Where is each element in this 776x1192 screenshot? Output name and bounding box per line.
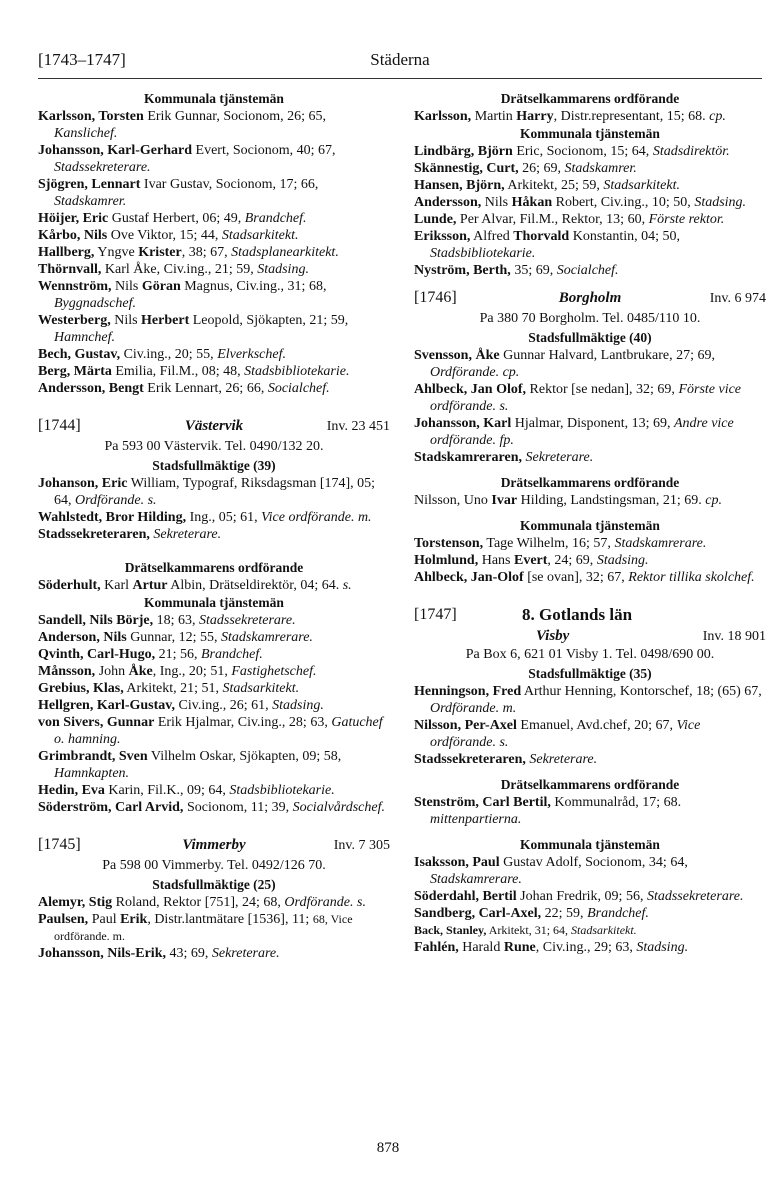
entry-title: Stadskamrer. bbox=[54, 194, 127, 209]
entry-name: Eriksson, bbox=[414, 229, 471, 244]
entry-text: Erik Lennart, 26; 66, bbox=[143, 381, 268, 396]
entry bbox=[414, 683, 766, 717]
entry-title: Vice ordförande. s. bbox=[430, 718, 701, 750]
entry-text: Erik Hjalmar, Civ.ing., 28; 63, bbox=[154, 715, 332, 730]
entry-text: 26; 69, bbox=[518, 161, 565, 176]
entry-name: Johansson, Nils-Erik, bbox=[38, 946, 166, 961]
entry-text: Arkitekt, 21; 51, bbox=[123, 681, 223, 696]
entry-title: Stadsing. bbox=[257, 262, 309, 277]
entry-title: Stadskamrer. bbox=[564, 161, 637, 176]
entry-text: Evert, Socionom, 40; 67, bbox=[192, 143, 336, 158]
entry-title: Elverkschef. bbox=[217, 347, 286, 362]
entry-text: Per Alvar, Fil.M., Rektor, 13; 60, bbox=[456, 212, 649, 227]
entry-title: Stadsing. bbox=[596, 553, 649, 568]
entry-text: Arkitekt, 31; 64, bbox=[486, 923, 572, 937]
entry-title: Stadssekreterare. bbox=[646, 889, 744, 904]
entry bbox=[414, 492, 766, 509]
entry-text: 43; 69, bbox=[165, 946, 212, 961]
entry-text: Ove Viktor, 15; 44, bbox=[107, 228, 222, 243]
entry-text: , Civ.ing., 29; 63, bbox=[535, 940, 637, 955]
entry bbox=[38, 261, 390, 278]
entry-name: Skännestig, Curt, bbox=[414, 161, 519, 176]
entry-name: Kårbo, Nils bbox=[38, 228, 108, 243]
entry bbox=[414, 228, 766, 262]
entry-title: Stadsdirektör. bbox=[652, 144, 730, 159]
entry bbox=[414, 905, 766, 922]
entry-text: , Ing., 20; 51, bbox=[152, 664, 232, 679]
entry bbox=[38, 380, 390, 397]
section-heading: Stadsfullmäktige (40) bbox=[528, 330, 652, 345]
entry bbox=[38, 475, 390, 509]
entry-title: Ordförande. s. bbox=[75, 493, 157, 508]
county-name: 8. Gotlands län bbox=[522, 605, 633, 624]
entry-list bbox=[414, 683, 766, 768]
entry bbox=[38, 911, 390, 945]
county-header bbox=[414, 606, 766, 628]
entry-title: Stadskamrerare. bbox=[614, 536, 707, 551]
town-name: Vimmerby bbox=[182, 837, 246, 853]
entry-list bbox=[38, 612, 390, 816]
entry bbox=[38, 176, 390, 210]
entry bbox=[38, 894, 390, 911]
entry-name: Stadssekreteraren, bbox=[414, 752, 526, 767]
entry-name-part: Erik bbox=[120, 912, 148, 927]
section-heading: Kommunala tjänstemän bbox=[144, 91, 284, 106]
entry-name: Sjögren, Lennart bbox=[38, 177, 141, 192]
entry bbox=[38, 945, 390, 962]
entry bbox=[38, 312, 390, 346]
entry-text: 35; 69, bbox=[510, 263, 557, 278]
entry bbox=[38, 526, 390, 543]
entry bbox=[414, 552, 766, 569]
town-address: Pa 598 00 Vimmerby. Tel. 0492/126 70. bbox=[102, 858, 326, 873]
entry-name: Paulsen, bbox=[38, 912, 89, 927]
entry-name: Bech, Gustav, bbox=[38, 347, 121, 362]
entry-title: Andre vice ordförande. fp. bbox=[430, 416, 734, 448]
entry-text: Gustav Adolf, Socionom, 34; 64, bbox=[499, 855, 688, 870]
town-address: Pa Box 6, 621 01 Visby 1. Tel. 0498/690 00. bbox=[465, 647, 715, 662]
town-population: Inv. 18 901 bbox=[702, 629, 766, 644]
entry-name: Lunde, bbox=[414, 212, 457, 227]
town-header bbox=[414, 289, 766, 310]
entry-text: 22; 59, bbox=[541, 906, 588, 921]
entry-text: Gustaf Herbert, 06; 49, bbox=[108, 211, 245, 226]
entry-name-part: Herbert bbox=[141, 313, 190, 328]
entry-text: , 24; 69, bbox=[547, 553, 597, 568]
entry-name: Qvinth, Carl-Hugo, bbox=[38, 647, 156, 662]
entry-name: Henningson, Fred bbox=[414, 684, 522, 699]
entry-title: Socialchef. bbox=[556, 263, 619, 278]
section-heading: Drätselkammarens ordförande bbox=[500, 777, 680, 792]
entry bbox=[414, 717, 766, 751]
section-heading: Kommunala tjänstemän bbox=[520, 837, 660, 852]
page-range: [1743–1747] bbox=[38, 50, 126, 69]
entry-text: Robert, Civ.ing., 10; 50, bbox=[552, 195, 695, 210]
town-number: [1746] bbox=[414, 289, 457, 306]
entry-text: Konstantin, 04; 50, bbox=[569, 229, 681, 244]
entry-text: Hilding, Landstingsman, 21; 69. bbox=[517, 493, 706, 508]
entry-title: Socialvårdschef. bbox=[292, 800, 385, 815]
entry-name: Back, Stanley, bbox=[414, 923, 487, 937]
entry-text: Civ.ing., 20; 55, bbox=[120, 347, 218, 362]
entry-name: Ahlbeck, Jan Olof, bbox=[414, 382, 527, 397]
entry-title: Stadsbibliotekarie. bbox=[229, 783, 335, 798]
town-header bbox=[414, 628, 766, 646]
entry bbox=[38, 577, 390, 594]
entry-text: Yngve bbox=[94, 245, 139, 260]
entry-list bbox=[414, 492, 766, 509]
entry-text: Arthur Henning, Kontorschef, 18; (65) 67, bbox=[521, 684, 762, 699]
entry-title: Hamnchef. bbox=[54, 330, 116, 345]
entry-title: Sekreterare. bbox=[153, 527, 222, 542]
entry bbox=[414, 143, 766, 160]
entry bbox=[414, 194, 766, 211]
entry-text: Emanuel, Avd.chef, 20; 67, bbox=[516, 718, 677, 733]
left-column bbox=[38, 90, 390, 962]
entry-text: Socionom, 11; 39, bbox=[183, 800, 293, 815]
entry-name: Söderström, Carl Arvid, bbox=[38, 800, 184, 815]
entry-text: , Distr.lantmätare [1536], 11; bbox=[147, 912, 313, 927]
entry-name: Johanson, Eric bbox=[38, 476, 128, 491]
section-heading: Stadsfullmäktige (35) bbox=[528, 666, 652, 681]
entry bbox=[38, 108, 390, 142]
entry-title: mittenpartierna. bbox=[430, 812, 522, 827]
entry-list bbox=[38, 894, 390, 962]
entry-title: Stadssekreterare. bbox=[199, 613, 296, 628]
entry-text: [se ovan], 32; 67, bbox=[523, 570, 629, 585]
entry bbox=[414, 108, 766, 125]
entry-list bbox=[414, 143, 766, 279]
entry bbox=[38, 646, 390, 663]
entry-title: Sekreterare. bbox=[529, 752, 598, 767]
entry bbox=[414, 794, 766, 828]
entry-list bbox=[38, 475, 390, 543]
entry-name: Höijer, Eric bbox=[38, 211, 109, 226]
town-population: Inv. 6 974 bbox=[709, 291, 766, 306]
entry-name: Grimbrandt, Sven bbox=[38, 749, 148, 764]
header-rule bbox=[38, 78, 762, 79]
entry-text: Johan Fredrik, 09; 56, bbox=[516, 889, 647, 904]
entry bbox=[414, 160, 766, 177]
town-number: [1744] bbox=[38, 417, 81, 434]
entry-text: Magnus, Civ.ing., 31; 68, bbox=[180, 279, 327, 294]
entry-text: Albin, Drätseldirektör, 04; 64. bbox=[167, 578, 343, 593]
section-heading: Kommunala tjänstemän bbox=[144, 595, 284, 610]
town-name: Borgholm bbox=[558, 290, 622, 306]
town-number: [1745] bbox=[38, 836, 81, 853]
town-header bbox=[38, 836, 390, 857]
entry-title: Stadskamrerare. bbox=[430, 872, 522, 887]
entry-list bbox=[38, 108, 390, 397]
entry-text: Erik Gunnar, Socionom, 26; 65, bbox=[143, 109, 327, 124]
entry-name: Hansen, Björn, bbox=[414, 178, 505, 193]
entry-name: Anderson, Nils bbox=[38, 630, 127, 645]
section-heading: Stadsfullmäktige (25) bbox=[152, 877, 276, 892]
entry-title: Ordförande. cp. bbox=[430, 365, 520, 380]
entry bbox=[38, 278, 390, 312]
town-address: Pa 593 00 Västervik. Tel. 0490/132 20. bbox=[104, 439, 324, 454]
entry bbox=[414, 569, 766, 586]
entry-text: Ivar Gustav, Socionom, 17; 66, bbox=[140, 177, 319, 192]
entry-name-part: Thorvald bbox=[513, 229, 570, 244]
entry-text: Kommunalråd, 17; 68. bbox=[550, 795, 682, 810]
entry-name: Torstenson, bbox=[414, 536, 484, 551]
entry-list bbox=[414, 854, 766, 956]
entry bbox=[38, 227, 390, 244]
section-heading: Drätselkammarens ordförande bbox=[500, 91, 680, 106]
entry-name: Johansson, Karl-Gerhard bbox=[38, 143, 193, 158]
town-address: Pa 380 70 Borgholm. Tel. 0485/110 10. bbox=[479, 311, 701, 326]
entry-title: Brandchef. bbox=[200, 647, 263, 662]
entry-name: Sandell, Nils Börje, bbox=[38, 613, 154, 628]
entry-name-part: Artur bbox=[132, 578, 168, 593]
entry-title: Stadsarkitekt. bbox=[603, 178, 681, 193]
entry-name: Thörnvall, bbox=[38, 262, 102, 277]
entry-text: Leopold, Sjökapten, 21; 59, bbox=[189, 313, 349, 328]
entry bbox=[414, 449, 766, 466]
entry bbox=[414, 751, 766, 768]
entry-list bbox=[414, 535, 766, 586]
town-name: Visby bbox=[536, 628, 570, 644]
entry bbox=[414, 854, 766, 888]
entry-text: Hjalmar, Disponent, 13; 69, bbox=[511, 416, 674, 431]
entry bbox=[414, 347, 766, 381]
entry-name: Fahlén, bbox=[414, 940, 459, 955]
entry bbox=[38, 346, 390, 363]
entry-text: Martin bbox=[471, 109, 517, 124]
entry-text: Ing., 05; 61, bbox=[186, 510, 262, 525]
entry-name: Hallberg, bbox=[38, 245, 95, 260]
entry-title: Stadssekreterare. bbox=[54, 160, 151, 175]
entry-text: , Distr.representant, 15; 68. bbox=[553, 109, 710, 124]
entry-title: Stadsbibliotekarie. bbox=[430, 246, 536, 261]
entry-title: Förste rektor. bbox=[648, 212, 725, 227]
entry bbox=[38, 680, 390, 697]
entry-text: Roland, Rektor [751], 24; 68, bbox=[112, 895, 285, 910]
entry-name: Lindbärg, Björn bbox=[414, 144, 513, 159]
town-population: Inv. 23 451 bbox=[326, 419, 390, 434]
entry-text: Nils bbox=[481, 195, 512, 210]
entry bbox=[38, 142, 390, 176]
entry-title: Stadsplanearkitekt. bbox=[231, 245, 339, 260]
entry-name: Johansson, Karl bbox=[414, 416, 512, 431]
page-title: Städerna bbox=[370, 50, 430, 69]
entry-text: Karl bbox=[100, 578, 133, 593]
entry-text: 18; 63, bbox=[153, 613, 200, 628]
entry-title: Hamnkapten. bbox=[54, 766, 130, 781]
section-heading: Drätselkammarens ordförande bbox=[500, 475, 680, 490]
entry-list bbox=[414, 108, 766, 125]
entry-name: Holmlund, bbox=[414, 553, 479, 568]
entry bbox=[414, 381, 766, 415]
county-number: [1747] bbox=[414, 606, 457, 623]
entry-name: Hellgren, Karl-Gustav, bbox=[38, 698, 176, 713]
section-heading: Kommunala tjänstemän bbox=[520, 518, 660, 533]
entry-title: Stadsarkitekt. bbox=[222, 681, 300, 696]
entry bbox=[414, 177, 766, 194]
entry-text: Eric, Socionom, 15; 64, bbox=[512, 144, 653, 159]
entry-title: Ordförande. m. bbox=[430, 701, 517, 716]
town-header bbox=[38, 417, 390, 438]
entry-name: Alemyr, Stig bbox=[38, 895, 113, 910]
entry-text: Karin, Fil.K., 09; 64, bbox=[104, 783, 230, 798]
entry-title: Ordförande. s. bbox=[284, 895, 366, 910]
entry bbox=[38, 663, 390, 680]
entry bbox=[38, 509, 390, 526]
entry bbox=[38, 244, 390, 261]
entry bbox=[38, 748, 390, 782]
entry-name: Berg, Märta bbox=[38, 364, 112, 379]
entry-name: Nilsson, Per-Axel bbox=[414, 718, 517, 733]
entry-title: s. bbox=[342, 578, 352, 593]
entry-name: Andersson, bbox=[414, 195, 482, 210]
entry-text: Paul bbox=[88, 912, 121, 927]
entry-title: Kanslichef. bbox=[54, 126, 118, 141]
entry-name: Westerberg, bbox=[38, 313, 111, 328]
entry-text: Alfred bbox=[470, 229, 514, 244]
entry-title: Sekreterare. bbox=[211, 946, 280, 961]
entry bbox=[38, 629, 390, 646]
entry bbox=[414, 888, 766, 905]
entry-name: Andersson, Bengt bbox=[38, 381, 144, 396]
entry-name-part: Evert bbox=[513, 553, 548, 568]
entry bbox=[414, 262, 766, 279]
entry bbox=[414, 535, 766, 552]
page-number: 878 bbox=[376, 1140, 400, 1156]
entry bbox=[38, 612, 390, 629]
entry-text: Vilhelm Oskar, Sjökapten, 09; 58, bbox=[147, 749, 342, 764]
entry-name-part: Rune bbox=[503, 940, 536, 955]
entry-name: Grebius, Klas, bbox=[38, 681, 124, 696]
entry-name-part: Krister bbox=[138, 245, 182, 260]
entry-title: Brandchef. bbox=[587, 906, 649, 921]
entry-text: Civ.ing., 26; 61, bbox=[175, 698, 273, 713]
entry bbox=[414, 415, 766, 449]
entry-list bbox=[414, 794, 766, 828]
entry-title: cp. bbox=[709, 109, 726, 124]
entry bbox=[414, 922, 766, 939]
town-population: Inv. 7 305 bbox=[333, 838, 390, 853]
entry-title: Förste vice ordförande. s. bbox=[430, 382, 742, 414]
entry-text: Karl Åke, Civ.ing., 21; 59, bbox=[101, 262, 258, 277]
entry-title: Stadsing. bbox=[636, 940, 689, 955]
entry-title: Stadsarkitekt. bbox=[571, 923, 637, 937]
entry-text: Nils bbox=[111, 279, 142, 294]
entry-name: Söderhult, bbox=[38, 578, 101, 593]
entry-title: Stadsing. bbox=[272, 698, 324, 713]
entry-text: Harald bbox=[458, 940, 504, 955]
entry bbox=[38, 210, 390, 227]
entry-name-part: Ivar bbox=[491, 493, 518, 508]
entry-list bbox=[38, 577, 390, 594]
entry-title: Rektor tillika skolchef. bbox=[628, 570, 755, 585]
entry bbox=[38, 363, 390, 380]
entry-title: Stadsarkitekt. bbox=[221, 228, 299, 243]
entry-text: , 38; 67, bbox=[181, 245, 232, 260]
entry-text: John bbox=[95, 664, 129, 679]
entry-text: Hans bbox=[478, 553, 514, 568]
right-column bbox=[414, 90, 766, 956]
entry-name: Svensson, Åke bbox=[414, 348, 500, 363]
entry-title: Fastighetschef. bbox=[231, 664, 317, 679]
entry-name: Hedin, Eva bbox=[38, 783, 105, 798]
entry bbox=[38, 714, 390, 748]
entry-title: Byggnadschef. bbox=[54, 296, 137, 311]
entry-name-part: Göran bbox=[141, 279, 181, 294]
entry-name: Stenström, Carl Bertil, bbox=[414, 795, 551, 810]
entry-name: Wahlstedt, Bror Hilding, bbox=[38, 510, 187, 525]
entry-text: Gunnar, 12; 55, bbox=[126, 630, 222, 645]
entry-name: Sandberg, Carl-Axel, bbox=[414, 906, 542, 921]
entry-name: Karlsson, Torsten bbox=[38, 109, 144, 124]
entry-text: Nils bbox=[110, 313, 142, 328]
entry-text: William, Typograf, Riksdagsman [174], 05; 64, bbox=[54, 476, 376, 508]
entry-list bbox=[414, 347, 766, 466]
entry-name: Månsson, bbox=[38, 664, 96, 679]
entry-name: Stadskamreraren, bbox=[414, 450, 522, 465]
entry bbox=[414, 211, 766, 228]
entry-title: Gatuchef o. hamning. bbox=[54, 715, 383, 747]
entry-small-text: 68, Vice ordförande. m. bbox=[54, 912, 353, 943]
entry-name: Isaksson, Paul bbox=[414, 855, 500, 870]
entry-title: Stadskamrerare. bbox=[221, 630, 313, 645]
section-heading: Kommunala tjänstemän bbox=[520, 126, 660, 141]
entry-text: Tage Wilhelm, 16; 57, bbox=[483, 536, 615, 551]
entry-title: Vice ordförande. m. bbox=[261, 510, 372, 525]
entry-title: Stadsing. bbox=[694, 195, 747, 210]
entry-text: Nilsson, Uno bbox=[414, 493, 492, 508]
entry bbox=[414, 939, 766, 956]
entry bbox=[38, 782, 390, 799]
entry-name-part: Harry bbox=[516, 109, 554, 124]
entry bbox=[38, 697, 390, 714]
entry-name: Ahlbeck, Jan-Olof bbox=[414, 570, 524, 585]
entry-title: Sekreterare. bbox=[525, 450, 594, 465]
entry-name: von Sivers, Gunnar bbox=[38, 715, 155, 730]
entry-title: Socialchef. bbox=[267, 381, 330, 396]
entry-name: Nyström, Berth, bbox=[414, 263, 511, 278]
entry-text: 21; 56, bbox=[155, 647, 201, 662]
town-name: Västervik bbox=[184, 418, 244, 434]
page-header bbox=[38, 50, 762, 76]
entry-title: cp. bbox=[705, 493, 723, 508]
entry-name: Stadssekreteraren, bbox=[38, 527, 150, 542]
entry-text: Emilia, Fil.M., 08; 48, bbox=[111, 364, 245, 379]
entry-title: Brandchef. bbox=[244, 211, 307, 226]
entry-text: Arkitekt, 25; 59, bbox=[504, 178, 604, 193]
entry-name: Söderdahl, Bertil bbox=[414, 889, 517, 904]
section-heading: Stadsfullmäktige (39) bbox=[152, 458, 276, 473]
section-heading: Drätselkammarens ordförande bbox=[124, 560, 304, 575]
entry-text: Gunnar Halvard, Lantbrukare, 27; 69, bbox=[499, 348, 715, 363]
entry-name-part: Åke bbox=[128, 664, 153, 679]
entry-text: Rektor [se nedan], 32; 69, bbox=[526, 382, 679, 397]
entry-name: Karlsson, bbox=[414, 109, 472, 124]
entry-title: Stadsbibliotekarie. bbox=[244, 364, 350, 379]
entry-name: Wennström, bbox=[38, 279, 112, 294]
entry bbox=[38, 799, 390, 816]
entry-name-part: Håkan bbox=[511, 195, 553, 210]
